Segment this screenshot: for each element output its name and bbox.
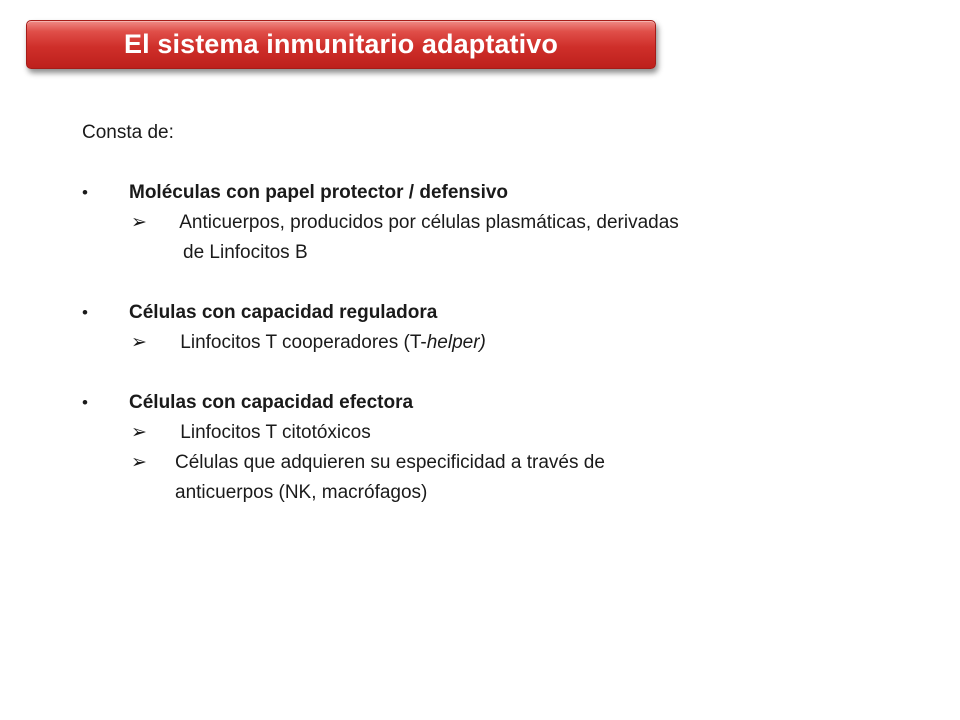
- sub-item: [82, 208, 882, 268]
- slide-content: [82, 118, 882, 538]
- arrow-icon: ➢: [131, 212, 147, 233]
- bullet-heading: Células con capacidad reguladora: [129, 302, 438, 323]
- slide-title: El sistema inmunitario adaptativo: [124, 29, 558, 59]
- sub-item-text: [175, 418, 882, 448]
- bullet-heading: Células con capacidad efectora: [129, 392, 414, 413]
- bullet-item: [82, 298, 882, 328]
- bullet-icon: •: [82, 303, 88, 322]
- sub-item-text: [175, 208, 882, 268]
- sub-item-line: anticuerpos (NK, macrófagos): [175, 482, 428, 503]
- bullet-icon: •: [82, 393, 88, 412]
- bullet-group-effector: [82, 388, 882, 508]
- sub-item-line: Anticuerpos, producidos por células plasmáticas, derivadas: [175, 212, 679, 233]
- bullet-icon: •: [82, 183, 88, 202]
- sub-item: [82, 418, 882, 448]
- sub-item-text: [175, 448, 882, 508]
- sub-item-text: [175, 328, 882, 358]
- sub-item: [82, 328, 882, 358]
- sub-item: [82, 448, 882, 508]
- bullet-group-molecules: [82, 178, 882, 268]
- sub-item-line: Linfocitos T cooperadores (T-: [175, 332, 427, 353]
- bullet-item: [82, 388, 882, 418]
- sub-item-line: Linfocitos T citotóxicos: [175, 422, 371, 443]
- sub-item-line: Células que adquieren su especificidad a través de: [175, 452, 605, 473]
- sub-item-italic: helper): [426, 332, 486, 353]
- title-banner: [26, 20, 656, 69]
- bullet-group-regulatory: [82, 298, 882, 358]
- arrow-icon: ➢: [131, 422, 147, 443]
- bullet-heading: Moléculas con papel protector / defensivo: [129, 182, 509, 203]
- sub-item-line: de Linfocitos B: [183, 242, 308, 263]
- arrow-icon: ➢: [131, 332, 147, 353]
- intro-text: Consta de:: [82, 122, 174, 143]
- arrow-icon: ➢: [131, 452, 147, 473]
- bullet-item: [82, 178, 882, 208]
